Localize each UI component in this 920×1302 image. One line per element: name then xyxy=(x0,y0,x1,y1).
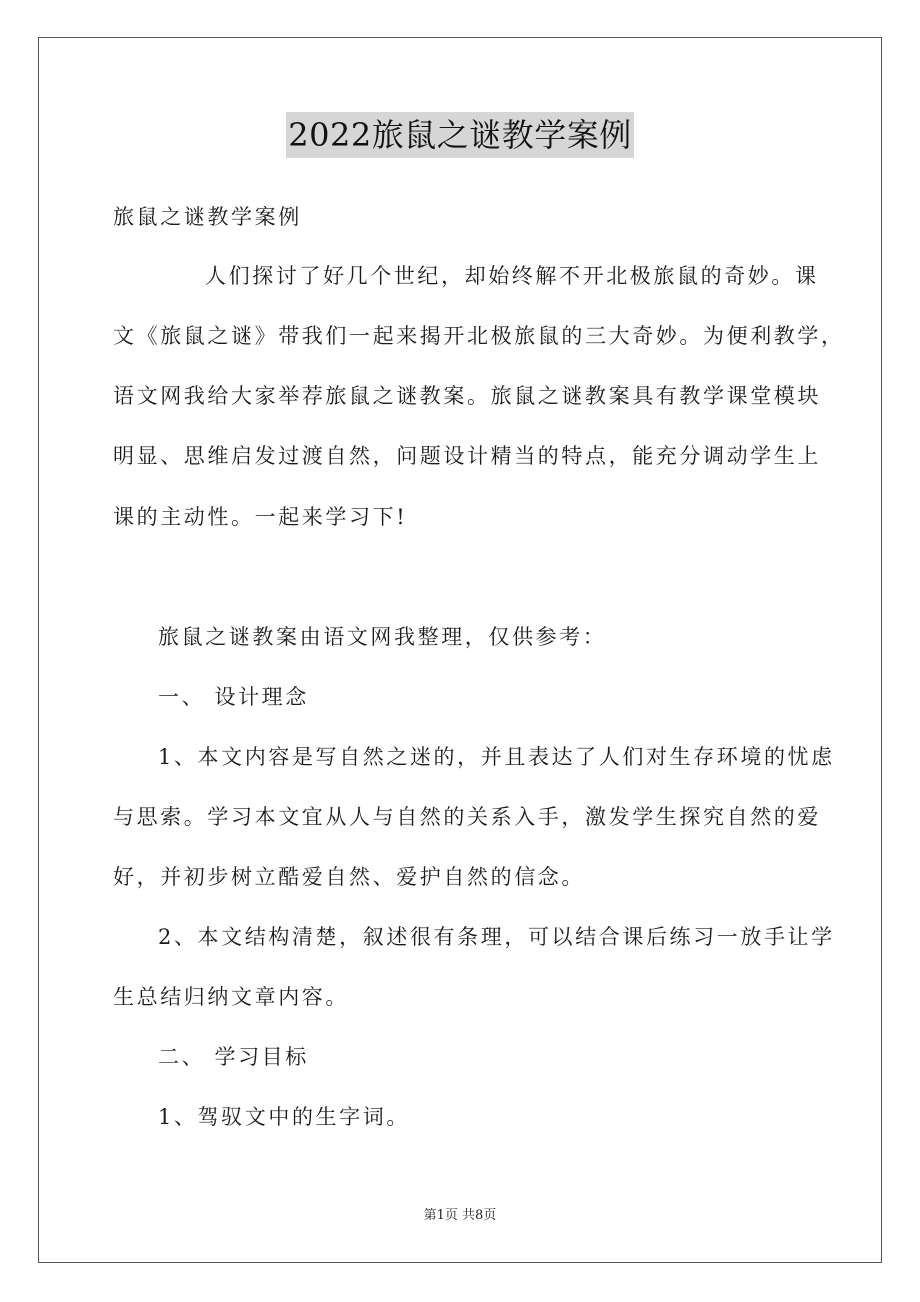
intro-line-2: 文《旅鼠之谜》带我们一起来揭开北极旅鼠的三大奇妙。为便利教学， xyxy=(113,324,845,348)
item1-line-2: 与思索。学习本文宜从人与自然的关系入手，激发学生探究自然的爱 xyxy=(113,805,821,829)
document-title: 2022旅鼠之谜教学案例 xyxy=(286,112,633,158)
section-heading-design: 一、 设计理念 xyxy=(158,685,309,709)
intro-line-5: 课的主动性。一起来学习下! xyxy=(113,505,408,529)
source-note: 旅鼠之谜教案由语文网我整理，仅供参考： xyxy=(158,625,607,649)
intro-line-4: 明显、思维启发过渡自然，问题设计精当的特点，能充分调动学生上 xyxy=(113,444,821,468)
intro-line-1: 人们探讨了好几个世纪，却始终解不开北极旅鼠的奇妙。课 xyxy=(205,264,819,288)
item2-line-2: 生总结归纳文章内容。 xyxy=(113,985,349,1009)
item2-line-1: 2、本文结构清楚，叙述很有条理，可以结合课后练习一放手让学 xyxy=(158,925,835,949)
title-container xyxy=(0,112,920,158)
document-subtitle: 旅鼠之谜教学案例 xyxy=(113,205,302,229)
intro-line-3: 语文网我给大家举荐旅鼠之谜教案。旅鼠之谜教案具有教学课堂模块 xyxy=(113,384,821,408)
section-heading-goals: 二、 学习目标 xyxy=(158,1045,309,1069)
item1-line-1: 1、本文内容是写自然之迷的，并且表达了人们对生存环境的忧虑 xyxy=(158,745,835,769)
goal-item-1: 1、驾驭文中的生字词。 xyxy=(158,1105,410,1129)
item1-line-3: 好，并初步树立酷爱自然、爱护自然的信念。 xyxy=(113,865,585,889)
page-footer: 第1页 共8页 xyxy=(423,1208,497,1223)
